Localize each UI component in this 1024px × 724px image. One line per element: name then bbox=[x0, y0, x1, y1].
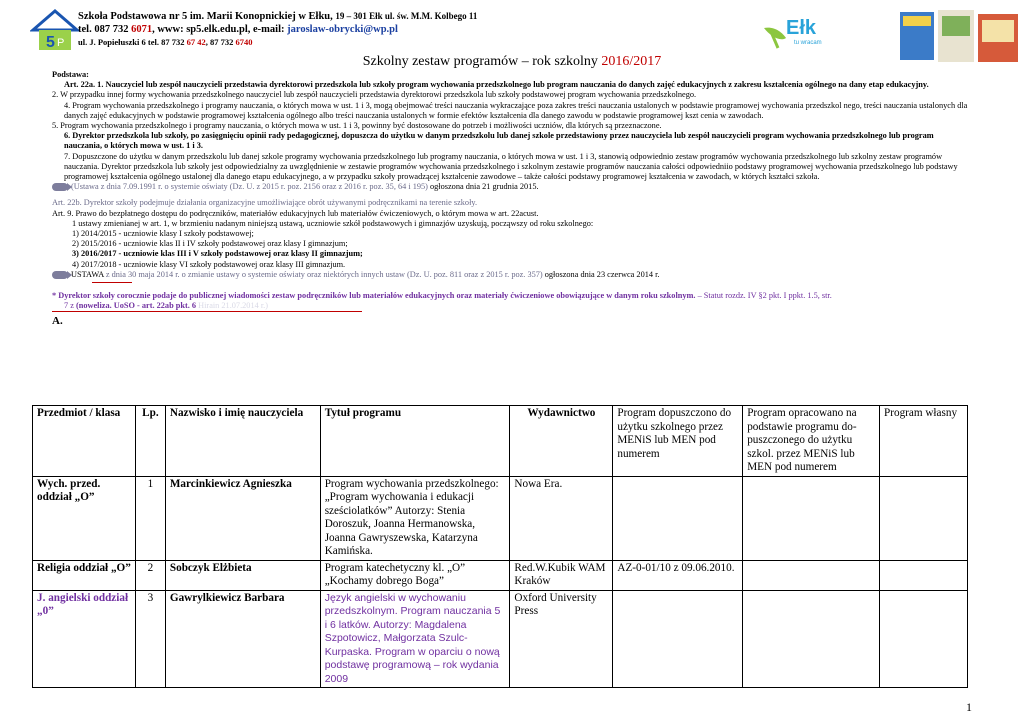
art-9-cont: 1 ustawy zmienianej w art. 1, w brzmieniu nadanym niniejszą ustawą, uczniowie szkół podstawowych i gimnazjów uzyskują, począwszy od roku szkolnego: bbox=[72, 218, 594, 228]
cell-based bbox=[743, 590, 880, 688]
header-title: Tytuł programu bbox=[320, 406, 510, 477]
para-6: 6. Dyrektor przedszkola lub szkoły, po zasięgnięciu opinii rady pedagogicznej, dopuszcza do użytku w danym przedszkolu lub danej szkole przedstawiony przez nauczyciela lub zespół nauczycieli program wychowania przedszkolnego lub program nauczania, o których mowa w ust. 1 i 3. bbox=[64, 131, 934, 151]
email-link[interactable]: jaroslaw-obrycki@wp.pl bbox=[287, 23, 398, 35]
note-line2-post: Hirain 21.07.2014 r.) bbox=[196, 301, 268, 311]
cell-subject: Wych. przed. oddział „O” bbox=[33, 476, 136, 560]
year-4: 4) 2017/2018 - uczniowie klasy VI szkoły podstawowej oraz klasy III gimnazjum. bbox=[72, 259, 346, 269]
header-subject: Przedmiot / klasa bbox=[33, 406, 136, 477]
cell-own bbox=[880, 590, 968, 688]
title-main: Szkolny zestaw programów – rok szkolny bbox=[362, 54, 602, 69]
school-logo-icon bbox=[30, 8, 80, 53]
tel-prefix: tel. 087 732 bbox=[78, 23, 132, 35]
cell-men: AZ-0-01/10 z 09.06.2010. bbox=[613, 560, 743, 590]
addr2-prefix: ul. J. Popiełuszki 6 tel. 87 732 bbox=[78, 37, 187, 47]
ustawa-2-label: USTAWA bbox=[71, 269, 104, 279]
header-men: Program dopuszczono do użytku szkolnego przez MENiS lub MEN pod numerem bbox=[613, 406, 743, 477]
header-own: Program własny bbox=[880, 406, 968, 477]
elk-city-logo bbox=[760, 8, 824, 56]
cell-based bbox=[743, 560, 880, 590]
cell-subject: J. angielski oddział „0” bbox=[33, 590, 136, 688]
cell-lp: 1 bbox=[135, 476, 165, 560]
cell-lp: 2 bbox=[135, 560, 165, 590]
note-line2-bold: (noweliza. UoSO - art. 22ab pkt. 6 bbox=[75, 301, 197, 311]
note-star: * Dyrektor szkoły corocznie podaje do publicznej wiadomości zestaw podręczników lub materiałów edukacyjnych oraz materiały ćwiczeniowe obowiązujące w danym roku szkolnym. bbox=[52, 291, 696, 301]
cell-men bbox=[613, 476, 743, 560]
cell-publisher: Oxford University Press bbox=[510, 590, 613, 688]
cell-own bbox=[880, 476, 968, 560]
page-title bbox=[0, 54, 1024, 70]
section-letter: A. bbox=[52, 315, 63, 328]
header-publisher: Wydawnictwo bbox=[510, 406, 613, 477]
note-statut: – Statut rozdz. IV §2 pkt. I ppkt. 1.5, str. bbox=[695, 291, 832, 301]
arrow-icon bbox=[52, 183, 68, 191]
page-number: 1 bbox=[966, 700, 972, 714]
cell-men bbox=[613, 590, 743, 688]
cell-title: Język angielski w wychowaniu przedszkolnym. Program nauczania 5 i 6 latków. Autorzy: Magdalena Szpotowicz, Małgorzata Szulc-Kurpaska. Program w oparciu o nową podstawę programową – rok wydania 2009 bbox=[320, 590, 510, 688]
arrow-icon bbox=[52, 271, 68, 279]
page-header bbox=[30, 8, 1020, 60]
cell-publisher: Red.W.Kubik WAM Kraków bbox=[510, 560, 613, 590]
para-2: 2. W przypadku innej formy wychowania przedszkolnego nauczyciel lub zespół nauczycieli przedstawia dyrektorowi przedszkola lub szkoły podstawowej program wychowania przedszkolnego. bbox=[52, 90, 697, 100]
podstawa-label: Podstawa bbox=[52, 70, 87, 79]
addr2-mid: , 87 732 bbox=[205, 37, 236, 47]
art-22b: Art. 22b. Dyrektor szkoły podejmuje działania organizacyjne umożliwiające obrót używanymi podręcznikami na terenie szkoły. bbox=[52, 198, 478, 208]
addr2-red2: 6740 bbox=[235, 37, 253, 47]
school-address: 19 – 301 Ełk ul. św. M.M. Kolbego 11 bbox=[335, 11, 478, 21]
table-row bbox=[33, 476, 968, 560]
ustawa-2-date: ogłoszona dnia 23 czerwca 2014 r. bbox=[542, 269, 660, 279]
year-3: 3) 2016/2017 - uczniowie klas III i V szkoły podstawowej oraz klasy II gimnazjum; bbox=[72, 249, 363, 259]
cell-title: Program katechetyczny kl. „O” „Kochamy dobrego Boga” bbox=[320, 560, 510, 590]
bird-icon bbox=[760, 8, 824, 56]
svg-text:5: 5 bbox=[46, 34, 55, 51]
school-info bbox=[78, 10, 477, 49]
cell-subject: Religia oddział „O” bbox=[33, 560, 136, 590]
para-4: 4. Program wychowania przedszkolnego i programy nauczania, o których mowa w ust. 1 i 3, mogą obejmować treści nauczania wykraczające poza zakres treści nauczania ustalonych w podstawie programowej wychowania przedszkol nego, treści nauczania ustalonych dla danych zajęć edukacyjnych w podstawie programowej kształcenia ogólnego albo treści nauczania ustalonych w formie efektów kształcenia dla danego zawodu w podstawie programowej kszt cenia w zawodach. bbox=[64, 100, 968, 120]
header-teacher: Nazwisko i imię nauczyciela bbox=[165, 406, 320, 477]
year-2: 2) 2015/2016 - uczniowie klas II i IV szkoły podstawowej oraz klasy I gimnazjum; bbox=[72, 239, 348, 249]
red-rule-2 bbox=[52, 311, 362, 314]
programs-table bbox=[32, 405, 968, 688]
table-row bbox=[33, 590, 968, 688]
svg-text:P: P bbox=[57, 37, 65, 49]
red-rule bbox=[92, 282, 132, 287]
table-header-row bbox=[33, 406, 968, 477]
ustawa-1-date: ogłoszona dnia 21 grudnia 2015. bbox=[427, 182, 539, 192]
art-9: Art. 9. Prawo do bezpłatnego dostępu do podręczników, materiałów edukacyjnych lub materiałów ćwiczeniowych, o którym mowa w art. 22acust. bbox=[52, 208, 539, 218]
table-row bbox=[33, 560, 968, 590]
elk-logo-text: Ełk bbox=[786, 17, 817, 39]
cell-title: Program wychowania przedszkolnego: „Program wychowania i edukacji sześciolatków” Autorzy: Stenia Doroszuk, Joanna Hermanowska, Joanna Gawryszewska, Katarzyna Kamińska. bbox=[320, 476, 510, 560]
cell-teacher: Gawrylkiewicz Barbara bbox=[165, 590, 320, 688]
school-name: Szkoła Podstawowa nr 5 im. Marii Konopnickiej w Ełku, bbox=[78, 11, 333, 22]
header-lp: Lp. bbox=[135, 406, 165, 477]
ustawa-2-ref: z dnia 30 maja 2014 r. o zmianie ustawy o systemie oświaty oraz niektórych innych ustaw (Dz. U. poz. 811 oraz z 2015 r. poz. 357) bbox=[103, 269, 543, 279]
www-label: , www: sp5.elk.edu.pl, e-mail: bbox=[152, 23, 288, 35]
cell-own bbox=[880, 560, 968, 590]
addr2-red1: 67 42 bbox=[186, 37, 206, 47]
art-22a-1: Art. 22a. 1. Nauczyciel lub zespół nauczycieli przedstawia dyrektorowi przedszkola lub szkoły program wychowania przedszkolnego lub program nauczania do danych zajęć edukacyjnych z zakresu kształcenia ogólnego na dany etap edukacyjny. bbox=[64, 80, 929, 90]
legal-basis: Podstawa: Art. 22a. 1. Nauczyciel lub zespół nauczycieli przedstawia dyrektorowi przedszkola lub szkoły program wychowania przedszkolnego lub program nauczania do danych zajęć edukacyjnych z zakresu kształcenia ogólnego na dany etap edukacyjny. 2. W przypadku innej formy wychowania przedszkolnego nauczyciel lub zespół nauczycieli przedstawia dyrektorowi przedszkola lub szkoły podstawowej program wychowania przedszkolnego. 4. Program wychowania przedszkolnego i programy nauczania, o których mowa w ust. 1 i 3, mogą obejmować treści nauczania wykraczające poza zakres treści nauczania ustalonych w podstawie programowej wychowania przedszkol nego, treści nauczania ustalonych dla danych zajęć edukacyjnych w podstawie programowej kształcenia ogólnego albo treści nauczania ustalonych w formie efektów kształcenia dla danego zawodu w podstawie programowej kszt cenia w zawodach. 5. Program wychowania przedszkolnego i programy nauczania, o których mowa w ust. 1 i 3, powinny być dostosowane do potrzeb i możliwości uczniów, dla których są przeznaczone. 6. Dyrektor przedszkola lub szkoły, po zasięgnięciu opinii rady pedagogicznej, dopuszcza do użytku w danym przedszkolu lub danej szkole przedstawiony przez nauczyciela lub zespół nauczycieli program wychowania przedszkolnego lub program nauczania, o których mowa w ust. 1 i 3. 7. Dopuszczone do użytku w danym przedszkolu lub danej szkole programy wychowania przedszkolnego lub programy nauczania, o których mowa w ust. 1 i 3, stanowią odpowiednio zestaw programów wychowania przedszkolnego lub szkolny zestaw programów nauczania. Dyrektor przedszkola lub szkoły jest odpowiedzialny za uwzględnienie w zestawie programów wychowania przedszkolnego i szkolnym zestawie programów nauczania całości odpowiedniio podstawy programowej wychowania przedszkolnego lub podstawy programowej kształcenia ogólnego ustalonej dla danego etapu edukacyjnego, a w przypadku szkoły prowadzącej kształcenie zawodowe – także całości podstawy programowej kształcenia w zawodach, w których kształci szkoła. (Ustawa z dnia 7.09.1991 r. o systemie oświaty (Dz. U. z 2015 r. poz. 2156 oraz z 2016 r. poz. 35, 64 i 195) ogłoszona dnia 21 grudnia 2015. Art. 22b. Dyrektor szkoły podejmuje działania organizacyjne umożliwiające obrót używanymi podręcznikami na terenie szkoły. Art. 9. Prawo do bezpłatnego dostępu do podręczników, materiałów edukacyjnych lub materiałów ćwiczeniowych, o którym mowa w art. 22acust. 1 ustawy zmienianej w art. 1, w brzmieniu nadanym niniejszą ustawą, uczniowie szkół podstawowych i gimnazjów uzyskują, począwszy od roku szkolnego: 1) 2014/2015 - uczniowie klasy I szkoły podstawowej; 2) 2015/2016 - uczniowie klas II i IV szkoły podstawowej oraz klasy I gimnazjum; 3) 2016/2017 - uczniowie klas III i V szkoły podstawowej oraz klasy II gimnazjum; 4) 2017/2018 - uczniowie klasy VI szkoły podstawowej oraz klasy III gimnazjum. USTAWA z dnia 30 maja 2014 r. o zmianie ustawy o systemie oświaty oraz niektórych innych ustaw (Dz. U. poz. 811 oraz z 2015 r. poz. 357) ogłoszona dnia 23 czerwca 2014 r. * Dyrektor szkoły corocznie podaje do publicznej wiadomości zestaw podręczników lub materiałów edukacyjnych oraz materiały ćwiczeniowe obowiązujące w danym roku szkolnym. – Statut rozdz. IV §2 pkt. I ppkt. 1.5, str. 7 z (noweliza. UoSO - art. 22ab pkt. 6 Hirain 21.07.2014 r.) A. bbox=[52, 70, 972, 327]
cell-based bbox=[743, 476, 880, 560]
para-5: 5. Program wychowania przedszkolnego i programy nauczania, o których mowa w ust. 1 i 3, powinny być dostosowane do potrzeb i możliwości uczniów, dla których są przeznaczone. bbox=[52, 121, 662, 131]
cell-teacher: Marcinkiewicz Agnieszka bbox=[165, 476, 320, 560]
year-1: 1) 2014/2015 - uczniowie klasy I szkoły podstawowej; bbox=[72, 229, 254, 239]
cell-publisher: Nowa Era. bbox=[510, 476, 613, 560]
ustawa-1-ref: (Ustawa z dnia 7.09.1991 r. o systemie oświaty (Dz. U. z 2015 r. poz. 2156 oraz z 2016 r. poz. 35, 64 i 195) bbox=[71, 182, 428, 192]
elk-logo-sub: tu wracam bbox=[794, 40, 822, 46]
cell-teacher: Sobczyk Elżbieta bbox=[165, 560, 320, 590]
note-line2-pre: 7 z bbox=[64, 301, 76, 311]
tel-red: 6071 bbox=[131, 23, 153, 35]
cell-lp: 3 bbox=[135, 590, 165, 688]
para-7: 7. Dopuszczone do użytku w danym przedszkolu lub danej szkole programy wychowania przedszkolnego lub programy nauczania, o których mowa w ust. 1 i 3, stanowią odpowiednio zestaw programów wychowania przedszkolnego lub szkolny zestaw programów nauczania. Dyrektor przedszkola lub szkoły jest odpowiedzialny za uwzględnienie w zestawie programów wychowania przedszkolnego i szkolnym zestawie programów nauczania całości odpowiedniio podstawy programowej wychowania przedszkolnego lub podstawy programowej kształcenia ogólnego ustalonej dla danego etapu edukacyjnego, a w przypadku szkoły prowadzącej kształcenie zawodowe – także całości podstawy programowej kształcenia w zawodach, w których kształci szkoła. bbox=[64, 151, 958, 182]
title-year: 2016/2017 bbox=[601, 54, 662, 69]
header-based: Program opracowano na podstawie programu dopuszczonego do użytku szkol. przez MENiS lub MEN pod numerem bbox=[743, 406, 880, 477]
